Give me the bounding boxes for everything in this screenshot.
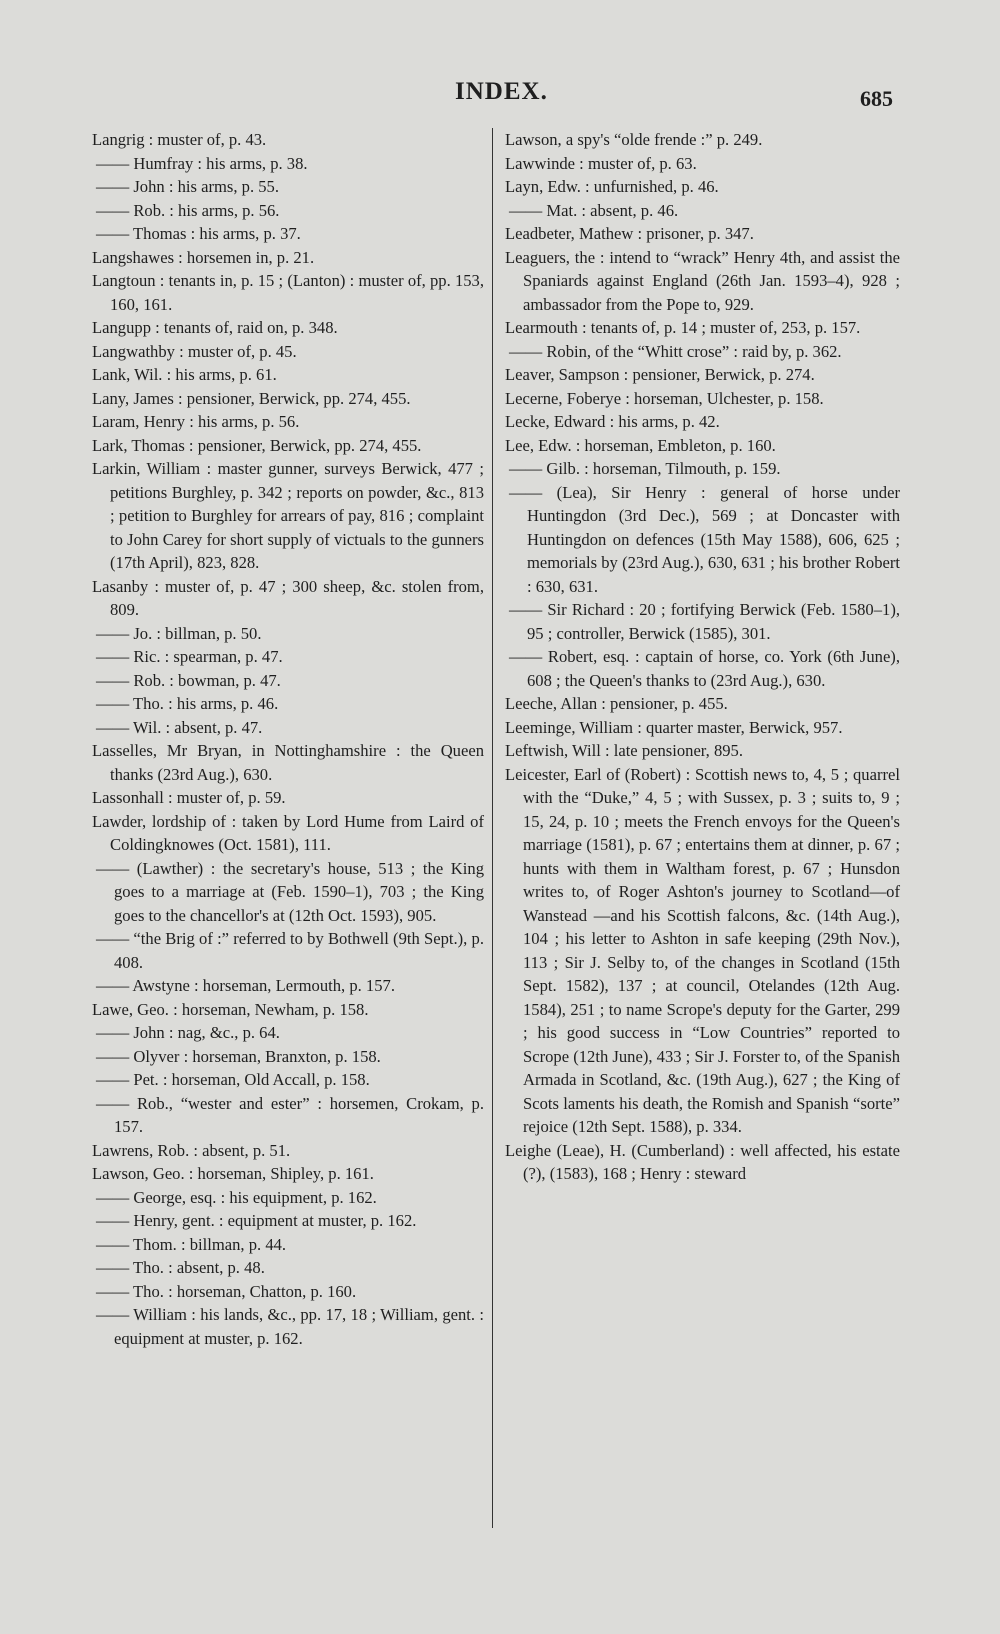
index-subentry: —— Pet. : horseman, Old Accall, p. 158.	[96, 1070, 370, 1089]
index-entry: Leadbeter, Mathew : prisoner, p. 347.	[505, 224, 754, 243]
index-subentry: —— Tho. : horseman, Chatton, p. 160.	[96, 1281, 357, 1301]
column-divider	[492, 128, 493, 1528]
index-entry: Lasanby : muster of, p. 47 ; 300 sheep, &c. stolen from, 809.	[92, 576, 484, 619]
index-subentry: —— Rob. : bowman, p. 47.	[96, 670, 281, 690]
index-entry: Lasselles, Mr Bryan, in Nottinghamshire : the Queen thanks (23rd Aug.), 630.	[92, 741, 484, 784]
index-entry: Leeche, Allan : pensioner, p. 455.	[505, 694, 728, 713]
index-subentry: —— William : his lands, &c., pp. 17, 18 ; William, gent. : equipment at muster, p. 162.	[96, 1305, 484, 1348]
index-entry: Lank, Wil. : his arms, p. 61.	[92, 365, 277, 384]
index-subentry: —— Gilb. : horseman, Tilmouth, p. 159.	[509, 459, 781, 478]
index-subentry: —— George, esq. : his equipment, p. 162.	[96, 1187, 377, 1207]
index-entry: Lawwinde : muster of, p. 63.	[505, 153, 697, 173]
index-entry: Leaver, Sampson : pensioner, Berwick, p. 274.	[505, 365, 815, 384]
index-subentry: —— Robert, esq. : captain of horse, co. York (6th June), 608 ; the Queen's thanks to (23rd Aug.), 630.	[509, 647, 900, 690]
index-entry: Lark, Thomas : pensioner, Berwick, pp. 274, 455.	[92, 435, 422, 455]
index-entry: Layn, Edw. : unfurnished, p. 46.	[505, 177, 719, 196]
index-entry: Lecerne, Foberye : horseman, Ulchester, p. 158.	[505, 388, 824, 408]
index-entry: Leighe (Leae), H. (Cumberland) : well affected, his estate (?), (1583), 168 ; Henry : steward	[505, 1140, 900, 1183]
index-entry: Lee, Edw. : horseman, Embleton, p. 160.	[505, 435, 776, 455]
index-subentry: —— Humfray : his arms, p. 38.	[96, 153, 308, 173]
index-subentry: —— (Lea), Sir Henry : general of horse under Huntingdon (3rd Dec.), 569 ; at Doncaster with Huntingdon on defences (15th May 1588), 606, 625 ; memorials by (23rd Aug.), 630, 631 ; his brother Robert : 630, 631.	[509, 482, 900, 596]
index-entry: Larkin, William : master gunner, surveys Berwick, 477 ; petitions Burghley, p. 342 ; reports on powder, &c., 813 ; petition to Burghley for arrears of pay, 816 ; complaint to John Carey for short supply of victuals to the gunners (17th April), 823, 828.	[92, 459, 484, 572]
index-subentry: —— Thom. : billman, p. 44.	[96, 1234, 287, 1254]
index-subentry: —— Awstyne : horseman, Lermouth, p. 157.	[96, 976, 395, 995]
index-entry: Learmouth : tenants of, p. 14 ; muster of, 253, p. 157.	[505, 318, 861, 337]
index-subentry: —— John : his arms, p. 55.	[96, 177, 279, 196]
index-subentry: —— Rob., “wester and ester” : horsemen, Crokam, p. 157.	[96, 1093, 484, 1136]
index-entry: Langshawes : horsemen in, p. 21.	[92, 247, 315, 267]
index-subentry: —— (Lawther) : the secretary's house, 513 ; the King goes to a marriage at (Feb. 1590–1), 703 ; the King goes to the chancellor's at (12th Oct. 1593), 905.	[96, 858, 484, 925]
index-entry: Lawe, Geo. : horseman, Newham, p. 158.	[92, 999, 369, 1019]
index-entry: Langwathby : muster of, p. 45.	[92, 341, 297, 361]
index-subentry: —— Rob. : his arms, p. 56.	[96, 200, 280, 220]
index-subentry: —— Olyver : horseman, Branxton, p. 158.	[96, 1046, 381, 1066]
index-entry: Lecke, Edward : his arms, p. 42.	[505, 412, 720, 431]
index-entry: Leeminge, William : quarter master, Berwick, 957.	[505, 717, 843, 737]
index-entry: Langupp : tenants of, raid on, p. 348.	[92, 318, 338, 337]
index-entry: Lany, James : pensioner, Berwick, pp. 274, 455.	[92, 388, 411, 408]
index-subentry: —— Jo. : billman, p. 50.	[96, 623, 262, 643]
index-subentry: —— Tho. : absent, p. 48.	[96, 1258, 265, 1277]
index-subentry: —— Wil. : absent, p. 47.	[96, 717, 263, 737]
index-entry: Leicester, Earl of (Robert) : Scottish news to, 4, 5 ; quarrel with the “Duke,” 4, 5 ; with Sussex, p. 3 ; suits to, 9 ; 15, 24, p. 10 ; meets the French envoys for the Queen's marriage (1581), p. 67 ; entertains them at dinner, p. 67 ; hunts with them in Waltham forest, p. 67 ; Hunsdon writes to, of Roger Ashton's journey to Scotland—of Wanstead —and his Scottish falcons, &c. (14th Aug.), 104 ; his letter to Ashton in safe keeping (29th Nov.), 113 ; Sir J. Selby to, of the changes in Scotland (15th Sept. 1582), 137 ; at council, Otelandes (12th Aug. 1584), 251 ; to name Scrope's deputy for the Garter, 299 ; his good success in “Low Countries” reported to Scrope (12th June), 433 ; Sir J. Forster to, of the Spanish Armada in Scotland, &c. (19th Aug.), 627 ; the King of Scots laments his death, the Romish and Spanish “sorte” rejoice (12th Sept. 1588), p. 334.	[505, 764, 901, 1136]
index-entry: Langtoun : tenants in, p. 15 ; (Lanton) : muster of, pp. 153, 160, 161.	[92, 271, 484, 314]
index-entry: Laram, Henry : his arms, p. 56.	[92, 412, 300, 431]
index-subentry: —— “the Brig of :” referred to by Bothwell (9th Sept.), p. 408.	[96, 929, 484, 972]
index-entry: Lawder, lordship of : taken by Lord Hume from Laird of Coldingknowes (Oct. 1581), 111.	[92, 811, 484, 854]
index-subentry: —— Tho. : his arms, p. 46.	[96, 694, 279, 713]
index-subentry: —— Sir Richard : 20 ; fortifying Berwick (Feb. 1580–1), 95 ; controller, Berwick (1585), 301.	[509, 600, 900, 643]
index-entry: Leftwish, Will : late pensioner, 895.	[505, 741, 743, 760]
index-column-right	[505, 128, 900, 1186]
index-entry: Lassonhall : muster of, p. 59.	[92, 788, 286, 807]
index-subentry: —— Thomas : his arms, p. 37.	[96, 224, 301, 243]
page-header	[0, 78, 1000, 118]
page-number: 685	[860, 86, 893, 111]
index-entry: Lawson, Geo. : horseman, Shipley, p. 161.	[92, 1164, 374, 1183]
index-column-left	[92, 128, 484, 1350]
index-entry: Langrig : muster of, p. 43.	[92, 130, 267, 149]
index-subentry: —— John : nag, &c., p. 64.	[96, 1023, 280, 1042]
page-title: INDEX.	[455, 78, 548, 105]
index-entry: Lawson, a spy's “olde frende :” p. 249.	[505, 130, 763, 149]
index-entry: Lawrens, Rob. : absent, p. 51.	[92, 1140, 291, 1160]
index-subentry: —— Mat. : absent, p. 46.	[509, 200, 679, 220]
index-subentry: —— Robin, of the “Whitt crose” : raid by, p. 362.	[509, 341, 842, 361]
index-entry: Leaguers, the : intend to “wrack” Henry 4th, and assist the Spaniards against England (26th Jan. 1593–4), 928 ; ambassador from the Pope to, 929.	[505, 247, 900, 314]
index-subentry: —— Ric. : spearman, p. 47.	[96, 647, 283, 666]
index-subentry: —— Henry, gent. : equipment at muster, p. 162.	[96, 1211, 417, 1230]
